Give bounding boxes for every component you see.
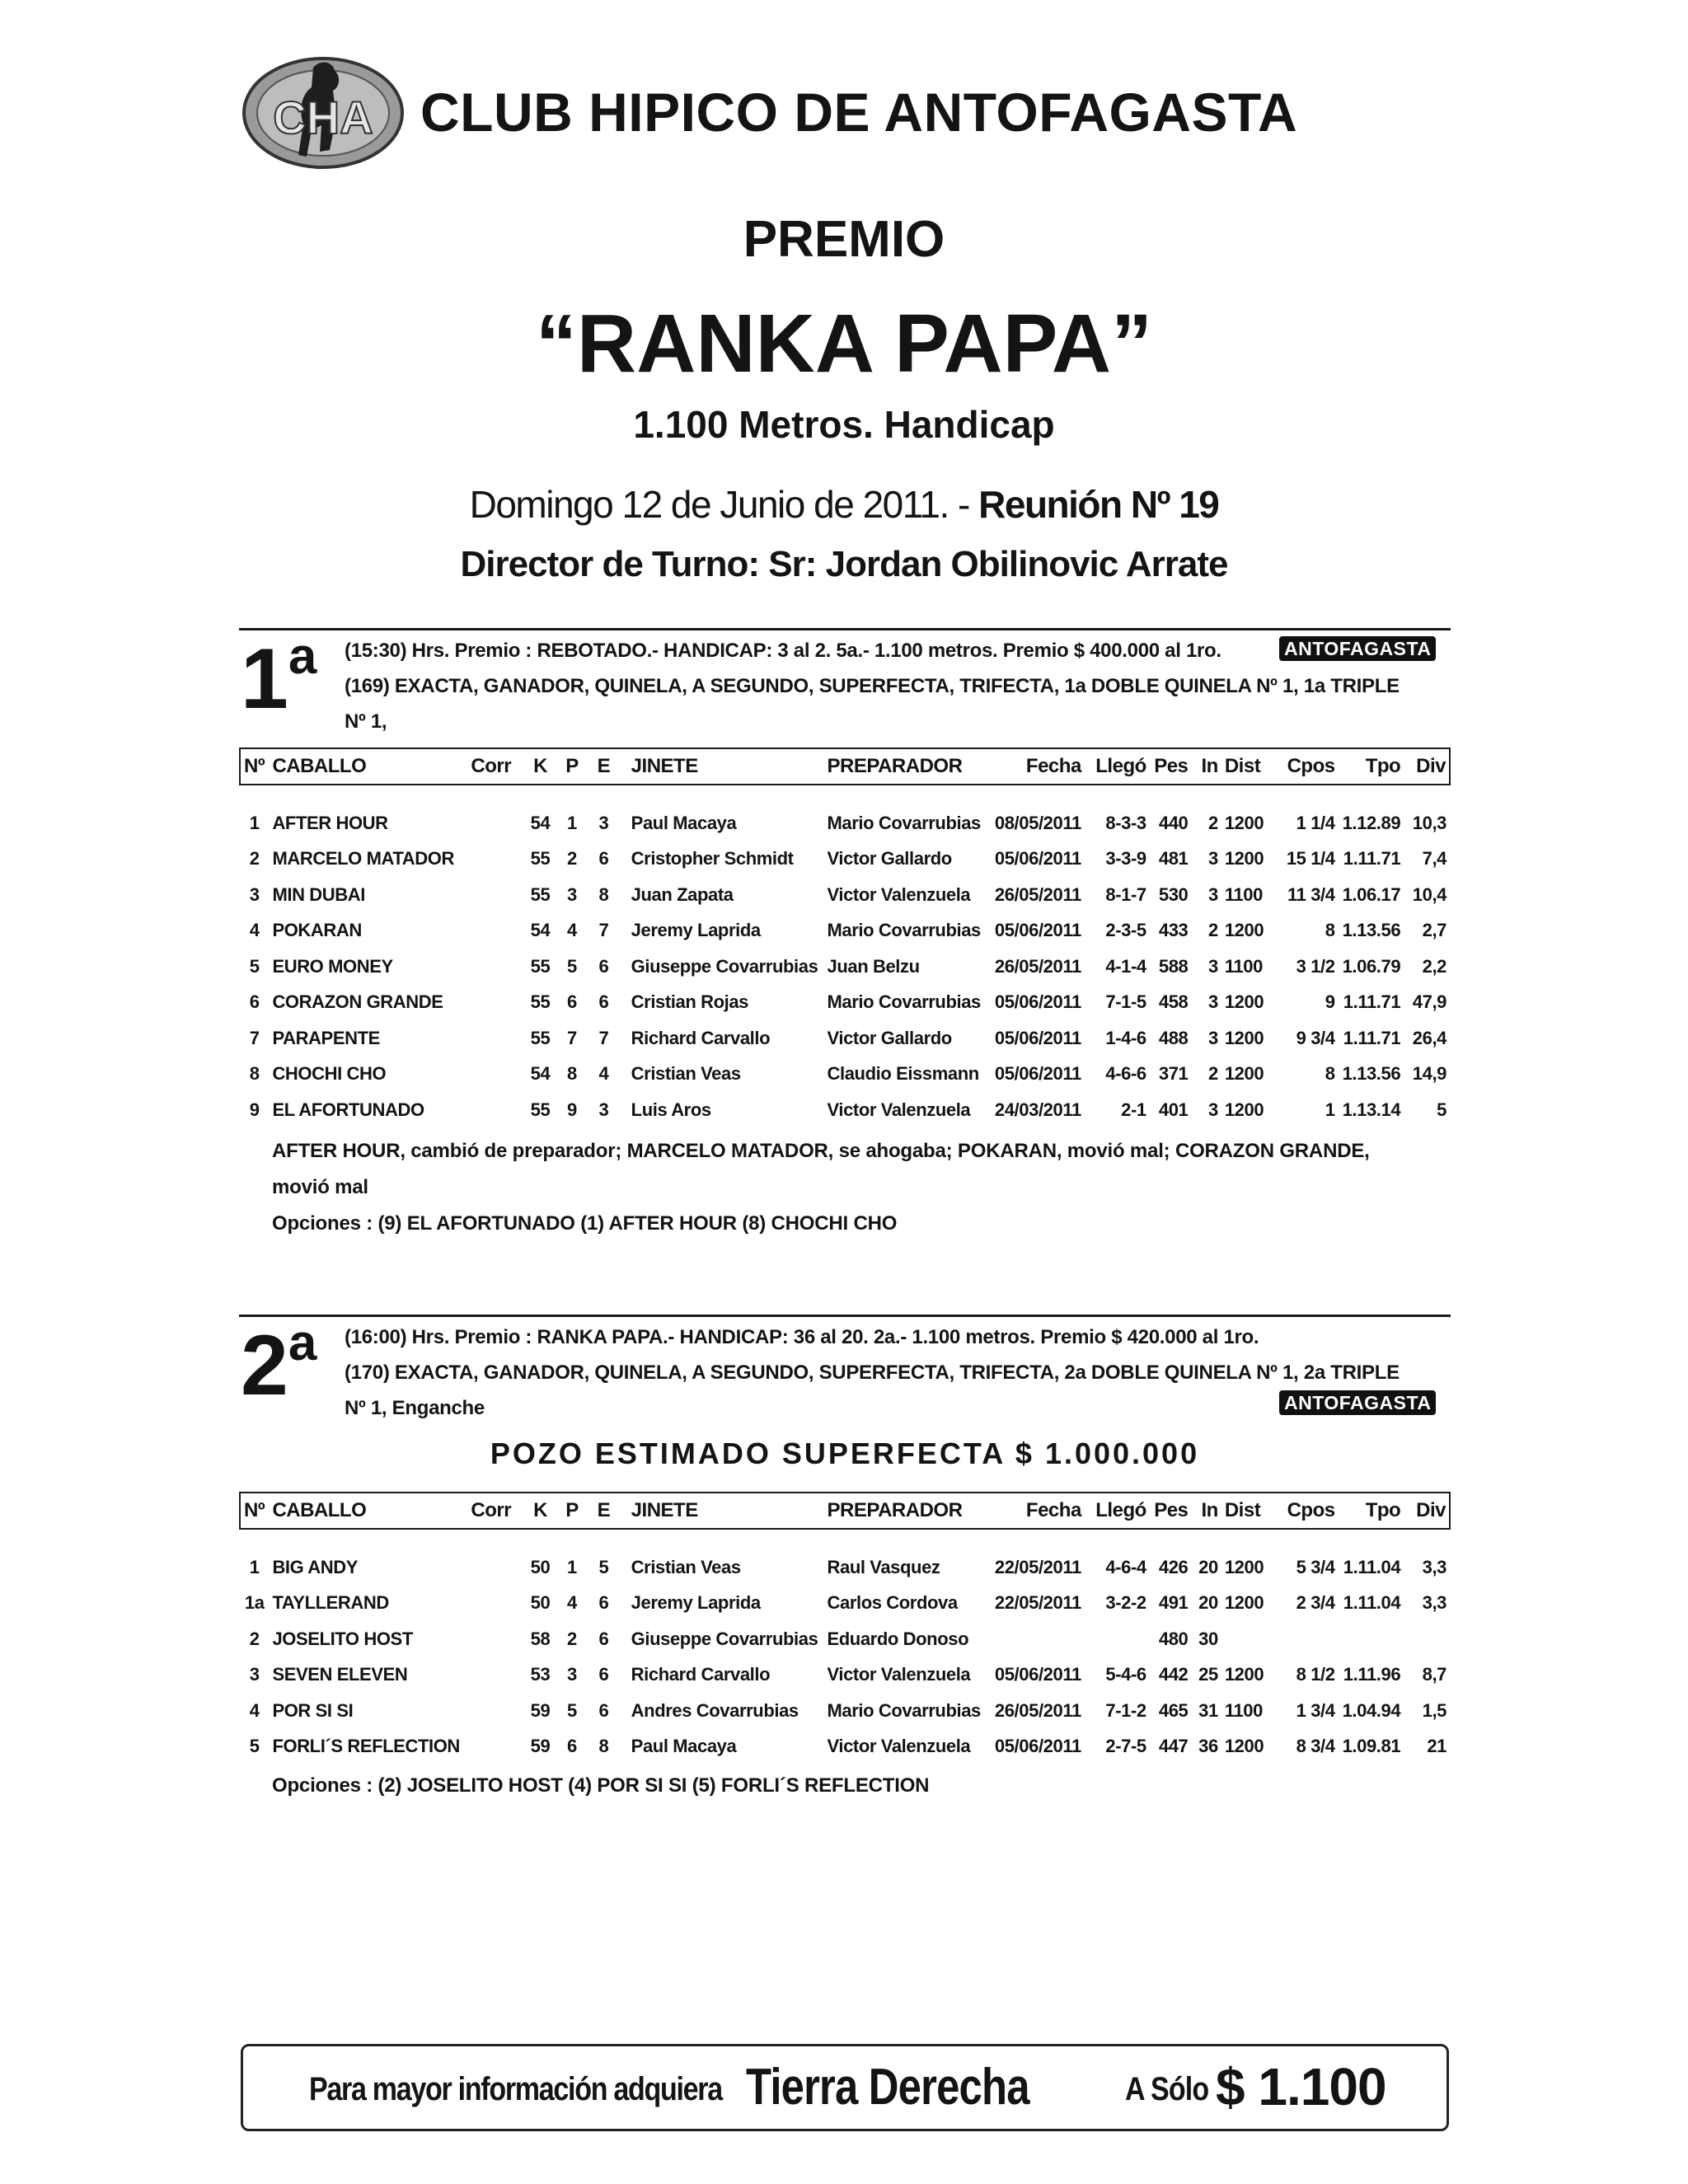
cell-p: 3 [567,1664,577,1685]
banner-publication: Tierra Derecha [746,2059,1029,2116]
cell-jinete: Giuseppe Covarrubias [631,955,818,977]
cell-cpos: 1 3/4 [1296,1699,1335,1721]
cell-cpos: 1 1/4 [1296,812,1335,833]
cell-cpos: 15 1/4 [1286,848,1335,869]
cell-horse: PARAPENTE [272,1027,380,1048]
cell-prep: Victor Valenzuela [827,1099,971,1120]
cell-k: 59 [530,1736,551,1757]
cell-horse: AFTER HOUR [272,812,388,833]
cell-pes: 530 [1158,883,1189,905]
cell-jinete: Paul Macaya [631,1736,737,1757]
cell-pes: 401 [1158,1099,1189,1120]
cell-k: 59 [530,1699,551,1721]
cell-horse: CHOCHI CHO [272,1063,387,1085]
cell-in: 3 [1208,848,1218,869]
cell-cpos: 1 [1325,1099,1335,1120]
race-info-line3: Nº 1, [345,710,387,733]
cell-horse: SEVEN ELEVEN [272,1664,408,1685]
cell-prep: Victor Valenzuela [827,1664,971,1685]
cell-horse: MIN DUBAI [272,883,365,905]
cell-pes: 442 [1158,1664,1189,1685]
cell-cpos [1270,1621,1339,1657]
cell-jinete: Luis Aros [631,1099,711,1120]
cell-in: 3 [1208,1027,1218,1048]
cell-prep: Victor Valenzuela [827,883,971,905]
cell-pes: 465 [1158,1699,1189,1721]
banner-info-text: Para mayor información adquiera [309,2071,722,2107]
cell-p: 1 [567,1556,577,1577]
cell-fecha: 22/05/2011 [994,1556,1081,1577]
cell-fecha: 05/06/2011 [994,1063,1081,1085]
cell-p: 4 [567,920,577,941]
entries-body [240,785,1450,1128]
cell-in: 2 [1208,1063,1218,1085]
cell-corr [467,913,524,949]
footer-banner [241,2044,1449,2131]
table-row [240,841,1450,878]
reunion-text: Reunión Nº 19 [978,483,1219,526]
cell-jinete: Paul Macaya [631,812,737,833]
cell-tpo: 1.13.56 [1342,920,1401,941]
race-comments [272,1133,1442,1242]
horse-logo-icon [241,51,406,175]
cell-dist: 1200 [1224,991,1264,1013]
cell-prep: Raul Vasquez [827,1556,940,1577]
cell-div: 3,3 [1422,1556,1447,1577]
row-spacer [240,1529,1450,1549]
cell-horse: CORAZON GRANDE [272,991,443,1013]
cell-horse: EURO MONEY [272,955,393,977]
cell-jinete: Richard Carvallo [631,1027,771,1048]
cell-n: 1 [249,812,260,833]
cell-div: 10,4 [1412,883,1447,905]
cell-e: 3 [598,1099,609,1120]
cell-llego: 3-3-9 [1105,848,1146,869]
antofagasta-badge: ANTOFAGASTA [1279,636,1436,661]
cell-cpos: 8 3/4 [1296,1736,1335,1757]
comment-text: AFTER HOUR, cambió de preparador; MARCELO MATADOR, se ahogaba; POKARAN, movió mal; CORAZON GRANDE, movió mal [272,1140,1370,1198]
cell-fecha: 05/06/2011 [994,991,1081,1013]
cell-dist: 1100 [1224,1699,1263,1721]
cell-horse: POR SI SI [272,1699,354,1721]
cell-in: 31 [1198,1699,1218,1721]
cell-llego: 7-1-5 [1105,991,1146,1013]
cell-p: 2 [567,848,577,869]
table-row [240,1549,1450,1586]
cell-k: 50 [530,1592,551,1614]
cell-pes: 433 [1158,920,1189,941]
cell-k: 54 [530,920,551,941]
cell-fecha: 22/05/2011 [994,1592,1081,1614]
cell-n: 1a [244,1592,265,1614]
cell-prep: Victor Gallardo [827,848,952,869]
cell-dist: 1200 [1224,1736,1264,1757]
cell-llego [1085,1621,1150,1657]
cell-e: 8 [598,1736,609,1757]
cell-corr [467,1693,524,1729]
cell-prep: Carlos Cordova [827,1592,958,1614]
cell-cpos: 11 3/4 [1287,883,1335,905]
cell-dist: 1100 [1224,955,1263,977]
cell-prep: Victor Gallardo [827,1027,952,1048]
table-row [240,1729,1450,1765]
cell-div: 3,3 [1422,1592,1447,1614]
cell-pes: 458 [1158,991,1189,1013]
table-header: Nº CABALLO Corr K P E JINETE PREPARADOR Fecha Llegó Pes In Dist Cpos Tpo Div [240,748,1450,785]
banner-price: $ 1.100 [1216,2057,1386,2116]
date-line [0,482,1688,527]
race-block-1 [239,628,1451,1254]
cell-k: 55 [530,1027,551,1048]
race-comments [272,1768,1442,1804]
date-text: Domingo 12 de Junio de 2011. - [469,483,979,526]
cell-dist: 1200 [1224,1664,1264,1685]
cell-n: 8 [249,1063,260,1085]
race-number: 2$^a$ [241,1315,317,1413]
cell-n: 3 [249,1664,260,1685]
cell-pes: 488 [1158,1027,1189,1048]
cell-corr [467,1020,524,1057]
cell-pes: 588 [1158,955,1189,977]
club-logo [241,51,406,175]
cell-fecha: 26/05/2011 [994,1699,1081,1721]
cell-n: 7 [249,1027,260,1048]
cell-corr [467,1092,524,1128]
cell-dist: 1100 [1224,883,1263,905]
cell-div: 21 [1427,1736,1447,1757]
cell-llego: 7-1-2 [1105,1699,1146,1721]
cell-pes: 447 [1158,1736,1189,1757]
cell-p: 6 [567,991,577,1013]
cell-jinete: Juan Zapata [631,883,734,905]
cell-fecha [986,1621,1084,1657]
cell-in: 3 [1208,991,1218,1013]
race-info-line2: (170) EXACTA, GANADOR, QUINELA, A SEGUNDO, SUPERFECTA, TRIFECTA, 2a DOBLE QUINELA Nº 1, 2a TRIPLE [345,1361,1400,1384]
cell-corr [467,1657,524,1694]
cell-jinete: Cristian Veas [631,1556,741,1577]
table-header: Nº CABALLO Corr K P E JINETE PREPARADOR Fecha Llegó Pes In Dist Cpos Tpo Div [240,1493,1450,1529]
cell-horse: MARCELO MATADOR [272,848,454,869]
options-text: Opciones : (9) EL AFORTUNADO (1) AFTER HOUR (8) CHOCHI CHO [272,1212,898,1235]
cell-dist: 1200 [1224,812,1264,833]
cell-prep: Juan Belzu [827,955,920,977]
cell-llego: 2-7-5 [1105,1736,1146,1757]
cell-pes: 480 [1158,1628,1189,1649]
banner-price-prefix: A Sólo [1125,2071,1209,2107]
cell-dist: 1200 [1224,1027,1264,1048]
table-row [240,1621,1450,1657]
cell-in: 25 [1198,1664,1218,1685]
cell-tpo: 1.11.71 [1343,1027,1401,1048]
race-name: “RANKA PAPA” [535,298,1153,390]
cell-cpos: 3 1/2 [1296,955,1335,977]
cell-horse: FORLI´S REFLECTION [272,1736,460,1757]
cell-p: 3 [567,883,577,905]
cell-corr [467,985,524,1021]
divider [239,628,1451,630]
director-line: Director de Turno: Sr: Jordan Obilinovic Arrate [460,544,1228,584]
cell-div [1404,1621,1450,1657]
cell-corr [467,1549,524,1586]
cell-fecha: 05/06/2011 [994,920,1081,941]
cell-dist: 1200 [1224,1556,1264,1577]
cell-dist: 1200 [1224,848,1264,869]
table-row [240,1657,1450,1694]
cell-pes: 426 [1158,1556,1189,1577]
cell-tpo: 1.04.94 [1342,1699,1401,1721]
cell-tpo [1339,1621,1404,1657]
cell-corr [467,1586,524,1622]
cell-p: 6 [567,1736,577,1757]
race-block-2 [239,1315,1451,1825]
cell-corr [467,1729,524,1765]
cell-jinete: Cristian Rojas [631,991,749,1013]
cell-cpos: 8 [1325,920,1335,941]
cell-in: 2 [1208,920,1218,941]
cell-corr [467,841,524,878]
cell-fecha: 05/06/2011 [994,848,1081,869]
cell-pes: 440 [1158,812,1189,833]
cell-n: 3 [249,883,260,905]
cell-div: 1,5 [1422,1699,1447,1721]
cell-e: 6 [598,1628,609,1649]
cell-llego: 3-2-2 [1105,1592,1146,1614]
cell-corr [467,949,524,985]
table-row [240,1586,1450,1622]
cell-prep: Mario Covarrubias [827,920,981,941]
cell-pes: 371 [1158,1063,1189,1085]
cell-p: 9 [567,1099,577,1120]
cell-jinete: Richard Carvallo [631,1664,771,1685]
race-info-line3: Nº 1, Enganche [345,1397,485,1419]
cell-e: 7 [598,1027,609,1048]
cell-k: 54 [530,1063,551,1085]
race-subtitle: 1.100 Metros. Handicap [633,403,1055,446]
cell-prep: Eduardo Donoso [827,1628,969,1649]
cell-pes: 491 [1158,1592,1189,1614]
cell-in: 20 [1198,1556,1218,1577]
cell-dist: 1200 [1224,1592,1264,1614]
cell-tpo: 1.12.89 [1342,812,1401,833]
cell-k: 55 [530,1099,551,1120]
cell-n: 4 [249,1699,260,1721]
cell-corr [467,1057,524,1093]
cell-corr [467,1621,524,1657]
divider [239,1315,1451,1317]
cell-e: 6 [598,1664,609,1685]
cell-cpos: 5 3/4 [1296,1556,1335,1577]
cell-tpo: 1.11.71 [1343,848,1401,869]
cell-llego: 2-1 [1121,1099,1146,1120]
cell-div: 10,3 [1412,812,1447,833]
cell-tpo: 1.09.81 [1342,1736,1401,1757]
cell-e: 5 [598,1556,609,1577]
cell-llego: 8-3-3 [1105,812,1146,833]
cell-llego: 2-3-5 [1105,920,1146,941]
cell-e: 6 [598,848,609,869]
table-row [240,1020,1450,1057]
cell-n: 5 [249,1736,260,1757]
cell-llego: 4-1-4 [1105,955,1146,977]
cell-jinete: Cristopher Schmidt [631,848,794,869]
cell-cpos: 9 [1325,991,1335,1013]
cell-horse: BIG ANDY [272,1556,358,1577]
table-row [240,1693,1450,1729]
cell-dist: 1200 [1224,920,1264,941]
cell-dist: 1200 [1224,1099,1264,1120]
cell-e: 6 [598,955,609,977]
cell-horse: JOSELITO HOST [272,1628,413,1649]
cell-jinete: Jeremy Laprida [631,1592,761,1614]
cell-e: 7 [598,920,609,941]
cell-corr [467,805,524,841]
cell-n: 1 [249,1556,260,1577]
antofagasta-badge: ANTOFAGASTA [1279,1390,1436,1415]
cell-div: 47,9 [1412,991,1447,1013]
entries-table [239,748,1451,1128]
cell-div: 26,4 [1412,1027,1447,1048]
row-spacer [240,785,1450,805]
cell-cpos: 8 1/2 [1296,1664,1335,1685]
cell-llego: 4-6-4 [1105,1556,1146,1577]
cell-k: 55 [530,955,551,977]
cell-tpo: 1.06.17 [1342,883,1401,905]
cell-tpo: 1.11.04 [1343,1556,1401,1577]
cell-n: 2 [249,848,260,869]
cell-p: 4 [567,1592,577,1614]
cell-jinete: Giuseppe Covarrubias [631,1628,818,1649]
cell-horse: TAYLLERAND [272,1592,389,1614]
entries-table [239,1492,1451,1765]
cell-k: 55 [530,848,551,869]
race-info-line2: (169) EXACTA, GANADOR, QUINELA, A SEGUNDO, SUPERFECTA, TRIFECTA, 1a DOBLE QUINELA Nº 1, 1a TRIPLE [345,675,1400,697]
cell-e: 6 [598,991,609,1013]
cell-in: 3 [1208,1099,1218,1120]
cell-pes: 481 [1158,848,1189,869]
entries-body [240,1529,1450,1765]
cell-dist [1221,1621,1270,1657]
cell-tpo: 1.11.71 [1343,991,1401,1013]
cell-div: 2,7 [1422,920,1447,941]
cell-e: 8 [598,883,609,905]
cell-in: 2 [1208,812,1218,833]
cell-e: 4 [598,1063,609,1085]
race-info-line1: (16:00) Hrs. Premio : RANKA PAPA.- HANDICAP: 36 al 20. 2a.- 1.100 metros. Premio $ 420.000 al 1ro. [345,1326,1259,1348]
table-row [240,1057,1450,1093]
cell-prep: Mario Covarrubias [827,1699,981,1721]
cell-div: 8,7 [1422,1664,1447,1685]
cell-div: 7,4 [1422,848,1447,869]
race-info-line1: (15:30) Hrs. Premio : REBOTADO.- HANDICAP: 3 al 2. 5a.- 1.100 metros. Premio $ 400.000 al 1ro. [345,640,1221,662]
cell-e: 3 [598,812,609,833]
table-row [240,877,1450,913]
cell-n: 5 [249,955,260,977]
cell-n: 2 [249,1628,260,1649]
cell-horse: EL AFORTUNADO [272,1099,424,1120]
cell-k: 54 [530,812,551,833]
cell-horse: POKARAN [272,920,362,941]
cell-k: 58 [530,1628,551,1649]
cell-cpos: 9 3/4 [1296,1027,1335,1048]
cell-tpo: 1.13.14 [1342,1099,1401,1120]
svg-text:CHA: CHA [273,91,373,143]
cell-prep: Claudio Eissmann [827,1063,979,1085]
cell-p: 1 [567,812,577,833]
cell-k: 55 [530,883,551,905]
cell-in: 36 [1198,1736,1218,1757]
cell-n: 9 [249,1099,260,1120]
cell-corr [467,877,524,913]
cell-p: 2 [567,1628,577,1649]
options-text: Opciones : (2) JOSELITO HOST (4) POR SI SI (5) FORLI´S REFLECTION [272,1774,930,1797]
cell-tpo: 1.11.04 [1343,1592,1401,1614]
cell-cpos: 2 3/4 [1296,1592,1335,1614]
cell-p: 8 [567,1063,577,1085]
table-row [240,913,1450,949]
cell-div: 2,2 [1422,955,1447,977]
cell-div: 5 [1437,1099,1447,1120]
table-row [240,949,1450,985]
cell-prep: Mario Covarrubias [827,991,981,1013]
cell-in: 30 [1198,1628,1218,1649]
cell-prep: Victor Valenzuela [827,1736,971,1757]
premio-label: PREMIO [743,211,945,268]
cell-tpo: 1.06.79 [1342,955,1401,977]
pozo-superfecta: POZO ESTIMADO SUPERFECTA $ 1.000.000 [490,1436,1200,1470]
cell-div: 14,9 [1412,1063,1447,1085]
cell-fecha: 26/05/2011 [994,955,1081,977]
cell-fecha: 08/05/2011 [994,812,1081,833]
cell-in: 3 [1208,883,1218,905]
race-number: 1$^a$ [241,628,317,727]
cell-p: 5 [567,955,577,977]
club-name: CLUB HIPICO DE ANTOFAGASTA [420,82,1298,143]
cell-jinete: Jeremy Laprida [631,920,761,941]
cell-k: 53 [530,1664,551,1685]
cell-llego: 5-4-6 [1105,1664,1146,1685]
cell-n: 4 [249,920,260,941]
cell-fecha: 05/06/2011 [994,1736,1081,1757]
cell-cpos: 8 [1325,1063,1335,1085]
cell-fecha: 05/06/2011 [994,1664,1081,1685]
cell-k: 50 [530,1556,551,1577]
cell-e: 6 [598,1592,609,1614]
cell-dist: 1200 [1224,1063,1264,1085]
table-row [240,805,1450,841]
cell-p: 5 [567,1699,577,1721]
cell-llego: 1-4-6 [1105,1027,1146,1048]
cell-n: 6 [249,991,260,1013]
cell-jinete: Andres Covarrubias [631,1699,799,1721]
cell-llego: 8-1-7 [1105,883,1146,905]
cell-llego: 4-6-6 [1105,1063,1146,1085]
cell-tpo: 1.11.96 [1343,1664,1401,1685]
cell-in: 3 [1208,955,1218,977]
cell-fecha: 05/06/2011 [994,1027,1081,1048]
cell-tpo: 1.13.56 [1342,1063,1401,1085]
cell-e: 6 [598,1699,609,1721]
table-row [240,1092,1450,1128]
table-row [240,985,1450,1021]
cell-fecha: 24/03/2011 [994,1099,1081,1120]
cell-p: 7 [567,1027,577,1048]
cell-fecha: 26/05/2011 [994,883,1081,905]
cell-k: 55 [530,991,551,1013]
cell-in: 20 [1198,1592,1218,1614]
cell-jinete: Cristian Veas [631,1063,741,1085]
cell-prep: Mario Covarrubias [827,812,981,833]
